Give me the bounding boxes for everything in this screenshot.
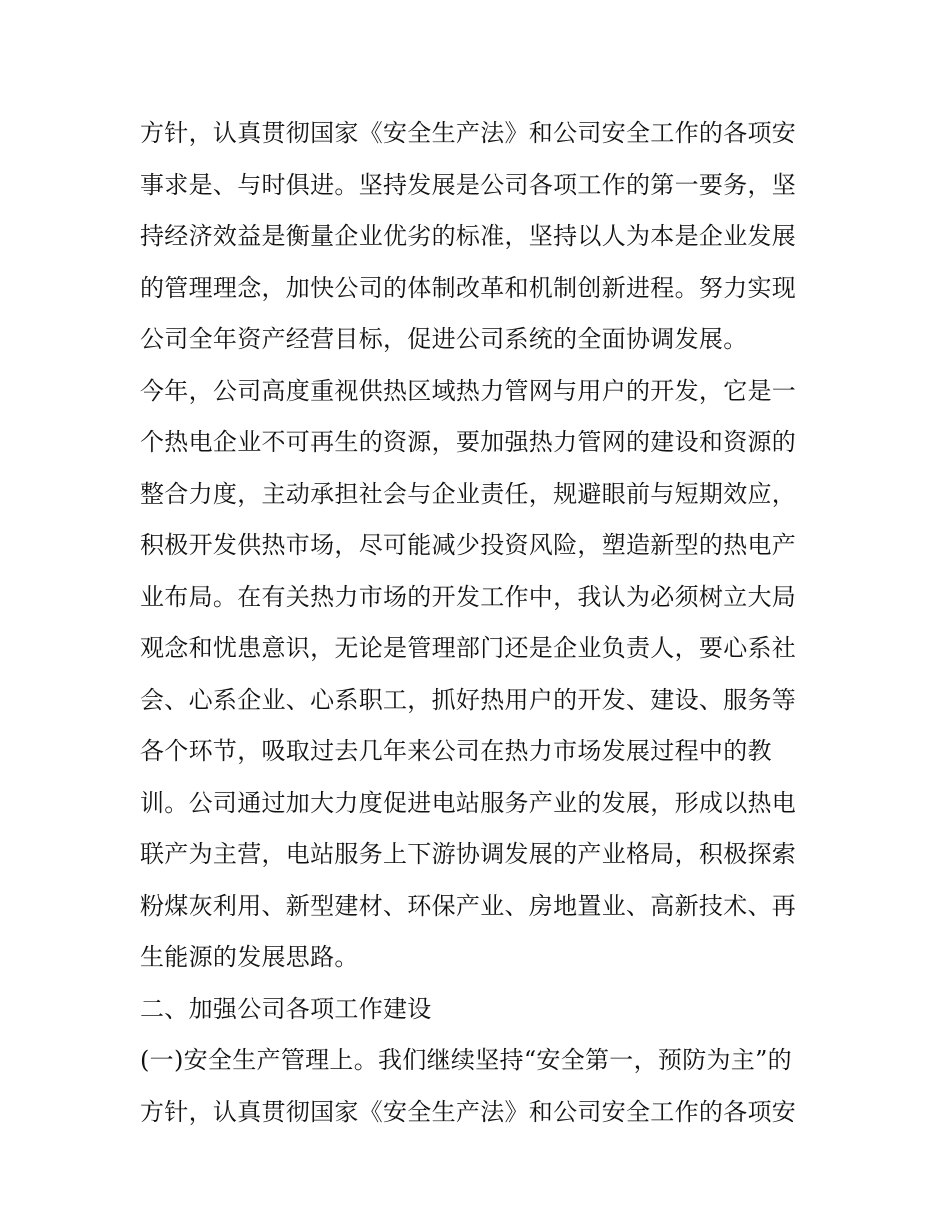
- text-line: 训。公司通过加大力度促进电站服务产业的发展，形成以热电: [140, 788, 797, 817]
- text-line: 会、心系企业、心系职工，抓好热用户的开发、建设、服务等: [140, 685, 797, 714]
- text-line: (一)安全生产管理上。我们继续坚持“安全第一，预防为主”的: [140, 1046, 792, 1074]
- text-line: 生能源的发展思路。: [140, 943, 359, 971]
- text-line: 方针，认真贯彻国家《安全生产法》和公司安全工作的各项安: [140, 1097, 797, 1126]
- text-line: 积极开发供热市场，尽可能减少投资风险，塑造新型的热电产: [140, 531, 797, 559]
- text-line: 今年，公司高度重视供热区域热力管网与用户的开发，它是一: [140, 376, 797, 405]
- text-line: 粉煤灰利用、新型建材、环保产业、房地置业、高新技术、再: [140, 891, 797, 920]
- text-line: 公司全年资产经营目标，促进公司系统的全面协调发展。: [140, 325, 748, 353]
- text-line: 个热电企业不可再生的资源，要加强热力管网的建设和资源的: [140, 428, 797, 456]
- text-line: 整合力度，主动承担社会与企业责任，规避眼前与短期效应，: [140, 479, 797, 508]
- text-line: 的管理理念，加快公司的体制改革和机制创新进程。努力实现: [140, 273, 797, 302]
- document-body: [140, 108, 820, 1138]
- text-line: 联产为主营，电站服务上下游协调发展的产业格局，积极探索: [140, 840, 797, 868]
- text-line: 业布局。在有关热力市场的开发工作中，我认为必须树立大局: [140, 582, 797, 611]
- text-line: 持经济效益是衡量企业优劣的标准，坚持以人为本是企业发展: [140, 222, 797, 250]
- section-heading: 二、加强公司各项工作建设: [140, 994, 432, 1023]
- text-line: 事求是、与时俱进。坚持发展是公司各项工作的第一要务，坚: [140, 170, 797, 199]
- text-line: 观念和忧患意识，无论是管理部门还是企业负责人，要心系社: [140, 634, 797, 662]
- text-line: 方针，认真贯彻国家《安全生产法》和公司安全工作的各项安: [140, 119, 797, 147]
- text-line: 各个环节，吸取过去几年来公司在热力市场发展过程中的教: [140, 737, 772, 765]
